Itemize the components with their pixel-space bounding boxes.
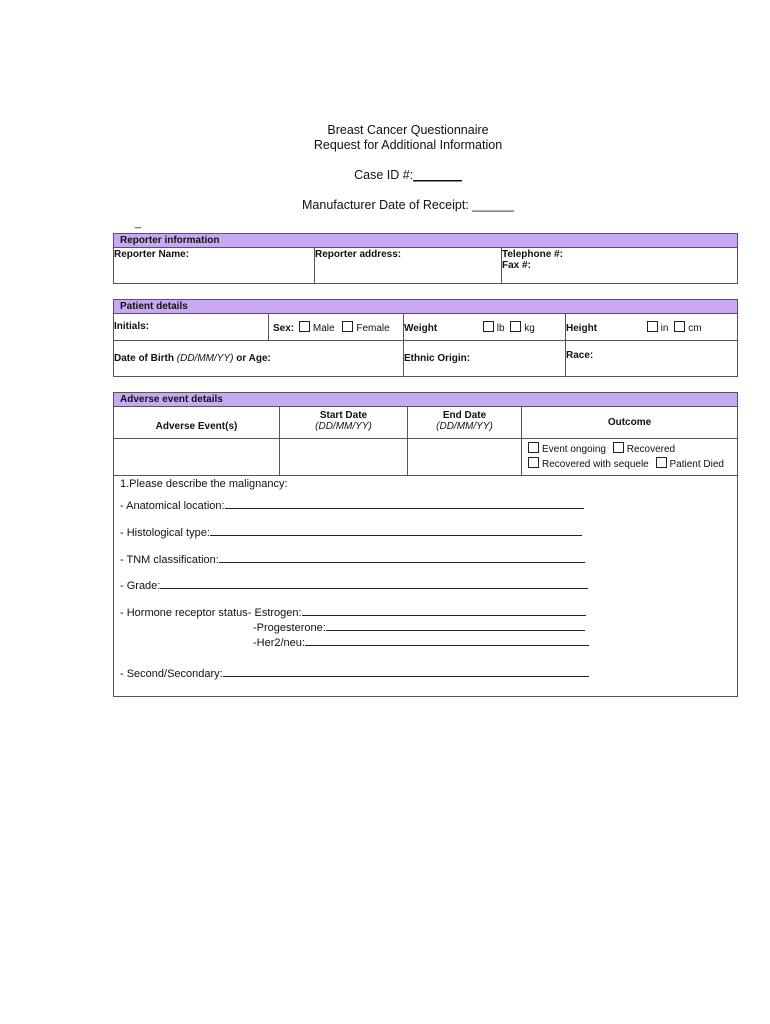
reporter-address-field[interactable] <box>315 248 502 284</box>
col-end-date <box>408 407 522 439</box>
grade-row <box>120 578 588 592</box>
dob-format: (DD/MM/YY) <box>176 353 234 364</box>
case-id-label: Case ID #: <box>354 168 414 182</box>
col-adverse-events: Adverse Event(s) <box>114 407 280 439</box>
sex-field <box>269 314 404 341</box>
recovered-sequele-label: Recovered with sequele <box>542 459 649 470</box>
her2-label: -Her2/neu: <box>253 637 305 649</box>
histological-type-input[interactable] <box>210 525 582 536</box>
height-label: Height <box>566 323 598 334</box>
male-checkbox[interactable] <box>299 321 310 332</box>
case-id-line <box>0 168 770 182</box>
dob-label: Date of Birth <box>114 353 174 364</box>
event-ongoing-checkbox[interactable] <box>528 442 539 453</box>
male-label: Male <box>312 323 335 334</box>
telephone-label: Telephone #: <box>502 249 563 260</box>
female-label: Female <box>356 323 390 334</box>
fax-label: Fax #: <box>502 260 531 271</box>
age-label: or Age: <box>236 353 271 364</box>
end-date-input[interactable] <box>408 439 522 476</box>
progesterone-row <box>253 620 585 634</box>
female-checkbox[interactable] <box>342 321 353 332</box>
outcome-options <box>522 439 738 476</box>
secondary-label: - Second/Secondary: <box>120 668 223 680</box>
recovered-sequele-checkbox[interactable] <box>528 457 539 468</box>
her2-row <box>253 635 589 649</box>
height-field[interactable] <box>566 314 738 341</box>
malignancy-intro: 1.Please describe the malignancy: <box>120 478 288 490</box>
reporter-section <box>113 233 738 284</box>
form-title: Breast Cancer Questionnaire <box>327 123 489 137</box>
progesterone-label: -Progesterone: <box>253 622 326 634</box>
adverse-event-input[interactable] <box>114 439 280 476</box>
patient-died-checkbox[interactable] <box>656 457 667 468</box>
in-label: in <box>660 323 669 334</box>
sex-label: Sex: <box>273 323 295 334</box>
hormone-row <box>120 605 586 619</box>
start-date-label: Start Date <box>319 410 368 421</box>
estrogen-label: - Estrogen: <box>247 607 302 619</box>
initials-label: Initials: <box>114 321 150 332</box>
reporter-contact-field[interactable] <box>502 248 738 284</box>
adverse-section-title: Adverse event details <box>114 393 738 407</box>
histological-type-label: - Histological type: <box>120 527 210 539</box>
lb-label: lb <box>496 323 505 334</box>
ethnic-origin-label: Ethnic Origin: <box>404 353 471 364</box>
tnm-row <box>120 552 585 566</box>
recovered-label: Recovered <box>626 444 676 455</box>
stray-mark: _ <box>135 217 142 229</box>
start-date-format: (DD/MM/YY) <box>315 421 372 432</box>
reporter-name-field[interactable] <box>114 248 315 284</box>
reporter-section-title: Reporter information <box>114 234 738 248</box>
kg-label: kg <box>524 323 535 334</box>
race-field[interactable] <box>566 341 738 377</box>
cm-checkbox[interactable] <box>674 321 685 332</box>
ethnic-origin-field[interactable] <box>404 341 566 377</box>
anatomical-location-row <box>120 498 584 512</box>
end-date-label: End Date <box>442 410 487 421</box>
patient-section <box>113 299 738 377</box>
initials-field[interactable] <box>114 314 269 341</box>
grade-input[interactable] <box>160 578 588 589</box>
reporter-name-label: Reporter Name: <box>114 249 190 260</box>
race-label: Race: <box>566 350 594 361</box>
case-id-field[interactable]: _______ <box>413 168 462 182</box>
receipt-date-field[interactable]: ______ <box>472 198 514 212</box>
col-outcome: Outcome <box>522 407 738 439</box>
her2-input[interactable] <box>305 635 589 646</box>
adverse-event-section <box>113 392 738 697</box>
histological-type-row <box>120 525 582 539</box>
anatomical-location-input[interactable] <box>225 498 584 509</box>
receipt-date-label: Manufacturer Date of Receipt: <box>302 198 469 212</box>
event-ongoing-label: Event ongoing <box>542 444 606 455</box>
anatomical-location-label: - Anatomical location: <box>120 500 225 512</box>
hormone-label: - Hormone receptor status <box>120 607 248 619</box>
receipt-date-line <box>0 198 770 212</box>
kg-checkbox[interactable] <box>510 321 521 332</box>
recovered-checkbox[interactable] <box>613 442 624 453</box>
reporter-address-label: Reporter address: <box>315 249 402 260</box>
patient-section-title: Patient details <box>114 300 738 314</box>
col-start-date <box>280 407 408 439</box>
patient-died-label: Patient Died <box>669 459 724 470</box>
secondary-input[interactable] <box>223 666 589 677</box>
weight-field[interactable] <box>404 314 566 341</box>
secondary-row <box>120 666 589 680</box>
end-date-format: (DD/MM/YY) <box>436 421 493 432</box>
weight-label: Weight <box>404 323 438 334</box>
tnm-label: - TNM classification: <box>120 554 219 566</box>
cm-label: cm <box>688 323 702 334</box>
progesterone-input[interactable] <box>326 620 585 631</box>
grade-label: - Grade: <box>120 580 161 592</box>
form-subtitle: Request for Additional Information <box>313 138 503 152</box>
tnm-input[interactable] <box>219 552 585 563</box>
in-checkbox[interactable] <box>647 321 658 332</box>
dob-age-field[interactable] <box>114 341 404 377</box>
start-date-input[interactable] <box>280 439 408 476</box>
lb-checkbox[interactable] <box>483 321 494 332</box>
estrogen-input[interactable] <box>302 605 586 616</box>
